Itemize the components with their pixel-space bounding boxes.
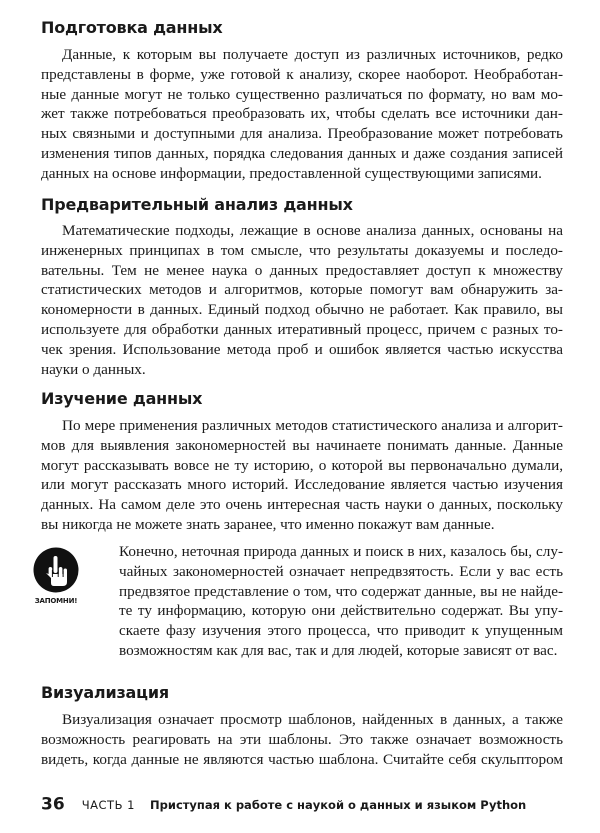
text-line: Визуализация означает просмотр шаблонов, найденных в данных, а также <box>62 711 563 728</box>
text-line: могут рассказывать вовсе не ту историю, о которой вы первоначально думали, <box>41 456 563 474</box>
text-line: чек зрения. Использование метода проб и ошибок является частью искусства <box>41 340 563 358</box>
remember-note-text <box>119 542 563 661</box>
text-line: или могут рассказать много историй. Исследование является частью изучения <box>41 476 563 494</box>
text-line: ные данные могут не только существенно различаться по формату, но вам мо- <box>41 85 563 103</box>
section-heading-data-exploration: Изучение данных <box>41 389 203 408</box>
text-line: кономерности в данных. Единый подход обычно не работает. Как правило, вы <box>41 301 563 319</box>
paragraph-data-exploration <box>41 416 563 535</box>
text-line: видеть, когда данные не являются частью шаблона. Считайте себя скульптором <box>41 750 563 768</box>
text-line: возможностям как для вас, так и для людей, которые зависят от вас. <box>119 641 558 659</box>
text-line: ных связными и доступными для анализа. Преобразование может потребовать <box>41 125 563 143</box>
text-line: те ту информацию, которую они действительно содержат. Вы упу- <box>119 602 563 620</box>
paragraph-visualization <box>41 710 563 769</box>
text-line: Конечно, неточная природа данных и поиск в них, казалось бы, слу- <box>119 543 563 560</box>
page-footer <box>41 794 526 815</box>
text-line: предвзятое представление о том, что содержат данные, вы не найде- <box>119 582 563 600</box>
text-line: используете для обработки данных итеративный процесс, причем с разных то- <box>41 320 563 338</box>
text-line: Данные, к которым вы получаете доступ из различных источников, редко <box>62 46 563 63</box>
remember-label: ЗАПОМНИ! <box>34 597 78 605</box>
text-line: чайных закономерностей означает непредвзятость. Если у вас есть <box>119 562 563 580</box>
text-line: жет также потребоваться преобразовать их, чтобы сделать все источники дан- <box>41 105 563 123</box>
text-line: По мере применения различных методов статистического анализа и алгорит- <box>62 417 563 434</box>
text-line: статистических методов и алгоритмов, которые помогут вам обнаружить за- <box>41 281 563 299</box>
text-line: возможность реагировать на эти шаблоны. Это также означает возможность <box>41 730 563 748</box>
section-heading-visualization: Визуализация <box>41 683 169 702</box>
part-title: Приступая к работе с наукой о данных и языком Python <box>150 797 527 812</box>
text-line: вы никогда не можете знать заранее, что именно покажут вам данные. <box>41 515 495 533</box>
page-number: 36 <box>41 794 65 815</box>
section-heading-preliminary-analysis: Предварительный анализ данных <box>41 195 353 214</box>
paragraph-preliminary-analysis <box>41 221 563 379</box>
text-line: вательны. Тем не менее наука о данных предоставляет доступ к множеству <box>41 261 563 279</box>
text-line: мов для выявления закономерностей вы начинаете понимать данные. Данные <box>41 436 563 454</box>
part-label: ЧАСТЬ 1 <box>81 797 135 812</box>
text-line: данных на основе информации, предоставленной существующими записями. <box>41 164 542 182</box>
hand-icon <box>33 547 79 593</box>
text-line: изменения типов данных, порядка следования данных и даже создания записей <box>41 144 563 162</box>
section-heading-data-preparation: Подготовка данных <box>41 18 223 37</box>
text-line: скаете фазу изучения этого процесса, что приводит к упущенным <box>119 622 563 640</box>
text-line: инженерных принципах в том смысле, что результаты доказуемы и последо- <box>41 241 563 259</box>
text-line: представлены в форме, уже готовой к анализу, скорее наоборот. Необработан- <box>41 65 563 83</box>
text-line: науки о данных. <box>41 360 146 378</box>
text-line: данных. На самом деле это очень интересная часть науки о данных, поскольку <box>41 496 563 514</box>
paragraph-data-preparation <box>41 45 563 184</box>
text-line: Математические подходы, лежащие в основе анализа данных, основаны на <box>62 222 563 239</box>
